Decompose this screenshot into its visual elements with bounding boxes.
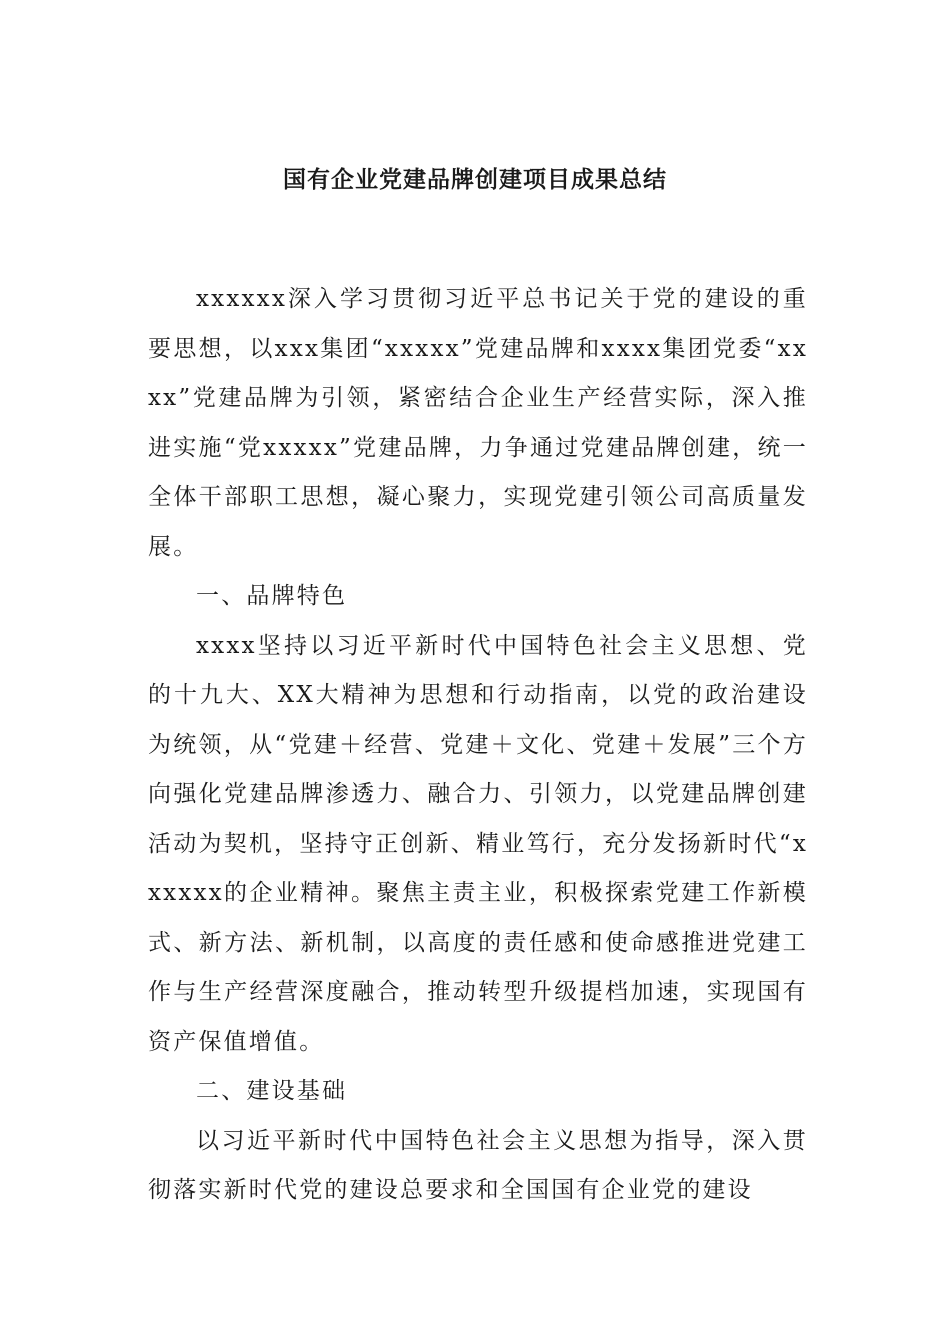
section-paragraph-brand-features: xxxx坚持以习近平新时代中国特色社会主义思想、党的十九大、XX大精神为思想和行动指南，以党的政治建设为统领，从“党建＋经营、党建＋文化、党建＋发展”三个方向强化党建品牌渗透力、融合力、引领力，以党建品牌创建活动为契机，坚持守正创新、精业笃行，充分发扬新时代“xxxxxx的企业精神。聚焦主责主业，积极探索党建工作新模式、新方法、新机制，以高度的责任感和使命感推进党建工作与生产经营深度融合，推动转型升级提档加速，实现国有资产保值增值。 xyxy=(148,632,808,1055)
section-paragraph-construction-basis: 以习近平新时代中国特色社会主义思想为指导，深入贯彻落实新时代党的建设总要求和全国国有企业党的建设 xyxy=(148,1127,808,1203)
section-heading-construction-basis: 二、建设基础 xyxy=(196,1078,348,1104)
document-title: 国有企业党建品牌创建项目成果总结 xyxy=(283,167,667,193)
intro-paragraph: xxxxxx深入学习贯彻习近平总书记关于党的建设的重要思想，以xxx集团“xxxxx”党建品牌和xxxx集团党委“xxxx”党建品牌为引领，紧密结合企业生产经营实际，深入推进实施“党xxxxx”党建品牌，力争通过党建品牌创建，统一全体干部职工思想，凝心聚力，实现党建引领公司高质量发展。 xyxy=(148,286,808,560)
section-heading-brand-features: 一、品牌特色 xyxy=(196,583,348,609)
document-body xyxy=(148,275,808,1216)
